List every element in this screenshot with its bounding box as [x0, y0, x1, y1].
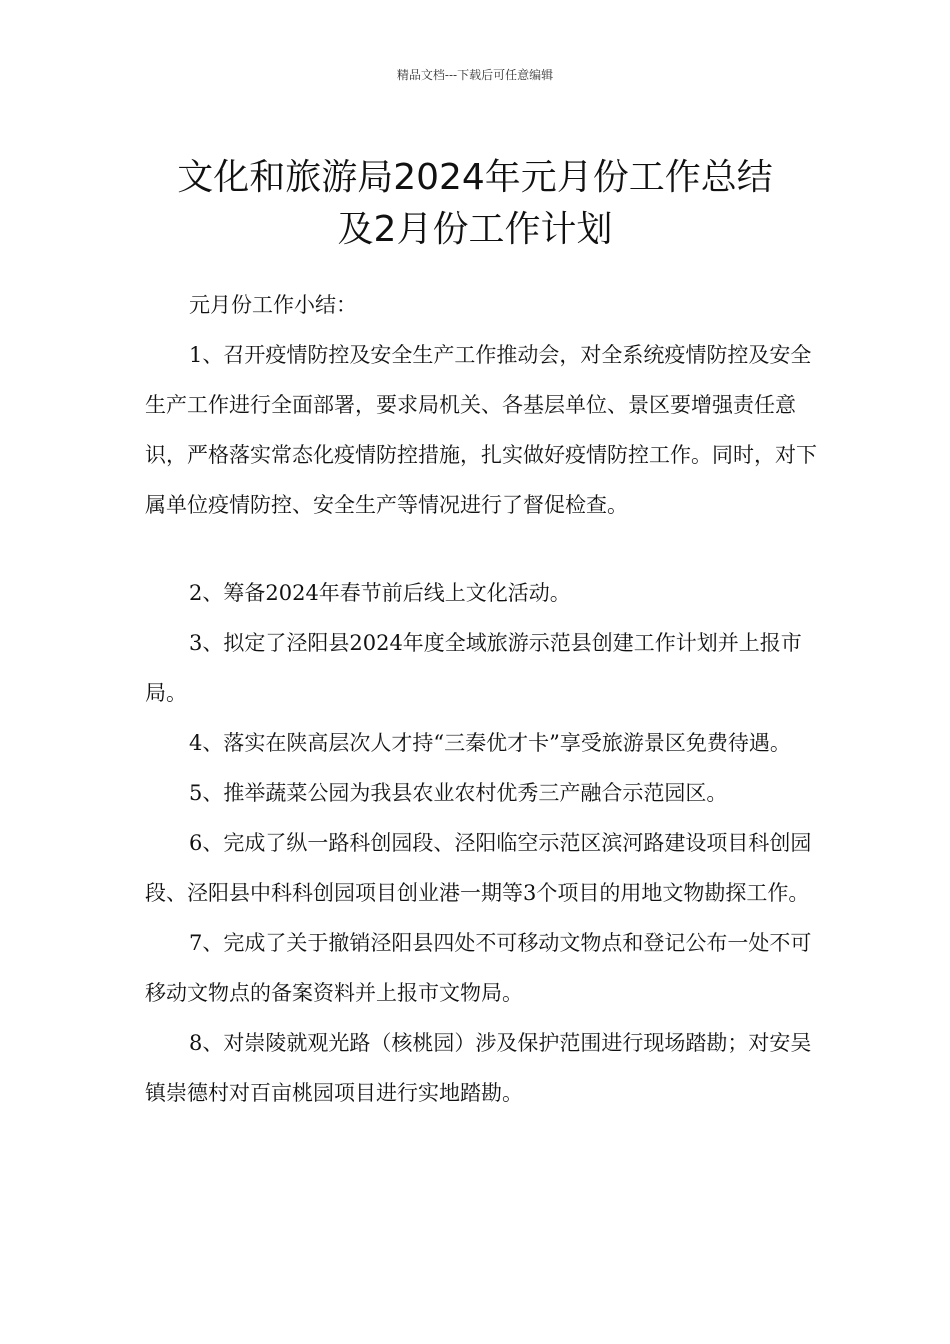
paragraph-item-2: 2、筹备2024年春节前后线上文化活动。: [189, 581, 571, 605]
paragraph-item-7: 7、完成了关于撤销泾阳县四处不可移动文物点和登记公布一处不可移动文物点的备案资料并上报市文物局。: [145, 931, 812, 1005]
paragraph-item-6: 6、完成了纵一路科创园段、泾阳临空示范区滨河路建设项目科创园段、泾阳县中科科创园项目创业港一期等3个项目的用地文物勘探工作。: [145, 831, 812, 905]
document-body: [145, 280, 825, 1118]
header-note: 精品文档---下载后可任意编辑: [396, 68, 554, 82]
paragraph-gap: [145, 530, 825, 568]
document-title: [0, 152, 950, 256]
title-line-1: 文化和旅游局2024年元月份工作总结: [177, 157, 773, 199]
paragraph-item-1: 1、召开疫情防控及安全生产工作推动会，对全系统疫情防控及安全生产工作进行全面部署，要求局机关、各基层单位、景区要增强责任意识，严格落实常态化疫情防控措施，扎实做好疫情防控工作。同时，对下属单位疫情防控、安全生产等情况进行了督促检查。: [145, 343, 817, 517]
paragraph-item-4: 4、落实在陕高层次人才持“三秦优才卡”享受旅游景区免费待遇。: [189, 731, 791, 755]
paragraph-item-3: 3、拟定了泾阳县2024年度全域旅游示范县创建工作计划并上报市局。: [145, 631, 802, 705]
paragraph-item-8: 8、对崇陵就观光路（核桃园）涉及保护范围进行现场踏勘；对安吴镇崇德村对百亩桃园项目进行实地踏勘。: [145, 1031, 812, 1105]
title-line-2: 及2月份工作计划: [337, 209, 613, 251]
paragraph-item-5: 5、推举蔬菜公园为我县农业农村优秀三产融合示范园区。: [189, 781, 728, 805]
section-heading: 元月份工作小结：: [189, 293, 357, 317]
